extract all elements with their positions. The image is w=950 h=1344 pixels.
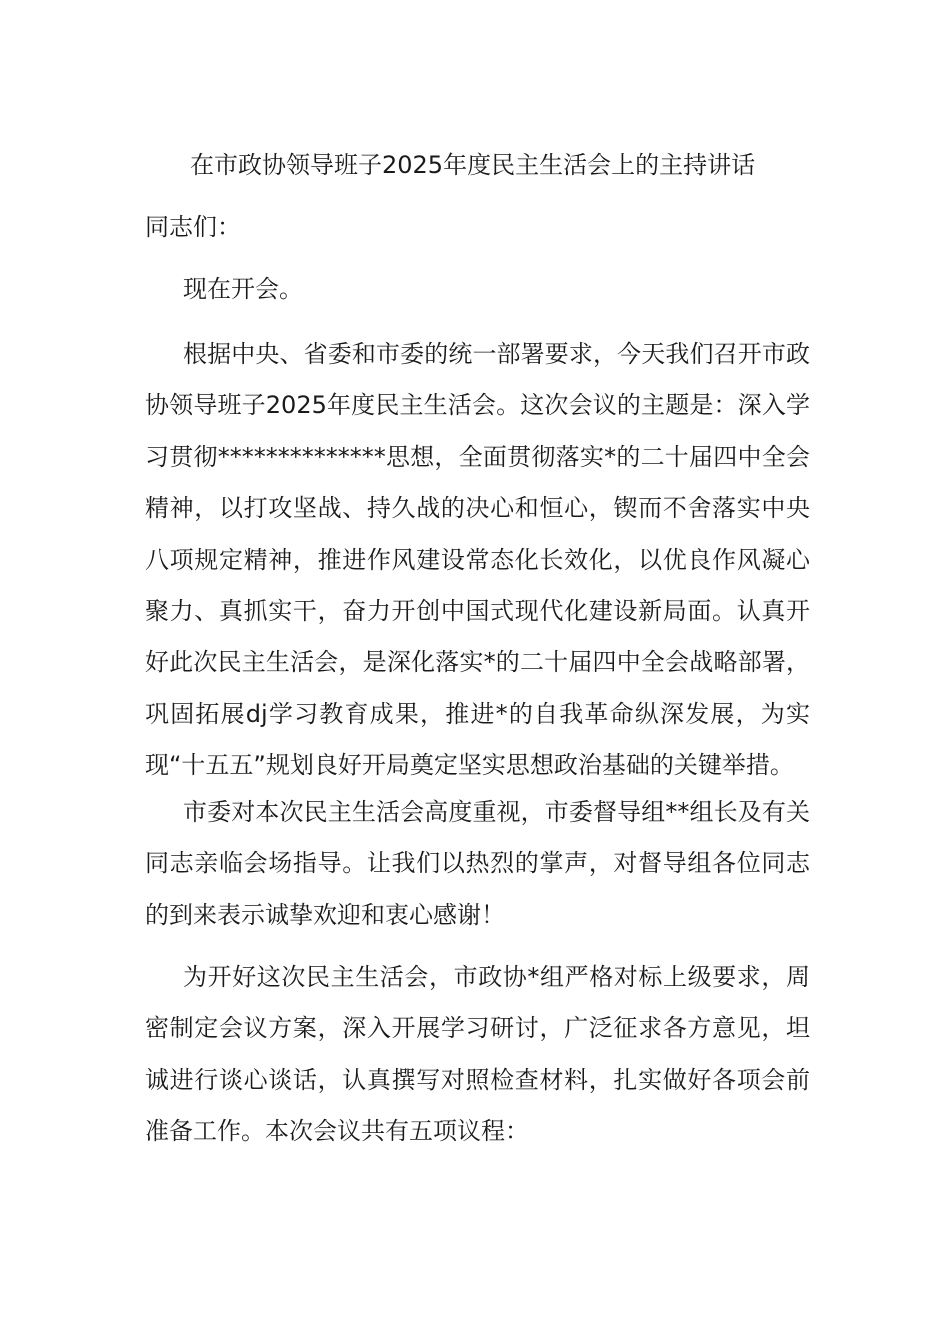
salutation: 同志们：	[145, 213, 241, 241]
paragraph-preparation: 为开好这次民主生活会，市政协*组严格对标上级要求，周密制定会议方案，深入开展学习研讨，广泛征求各方意见，坦诚进行谈心谈话，认真撰写对照检查材料，扎实做好各项会前准备工作。本次会议共有五项议程：	[145, 963, 810, 1146]
document-title: 在市政协领导班子2025年度民主生活会上的主持讲话	[190, 151, 756, 179]
paragraph-meeting-theme: 根据中央、省委和市委的统一部署要求，今天我们召开市政协领导班子2025年度民主生活会。这次会议的主题是：深入学习贯彻**************思想，全面贯彻落实*的二十届四中全会精神，以打攻坚战、持久战的决心和恒心，锲而不舍落实中央八项规定精神，推进作风建设常态化长效化，以优良作风凝心聚力、真抓实干，奋力开创中国式现代化建设新局面。认真开好此次民主生活会，是深化落实*的二十届四中全会战略部署，巩固拓展dj学习教育成果，推进*的自我革命纵深发展，为实现“十五五”规划良好开局奠定坚实思想政治基础的关键举措。	[145, 340, 810, 780]
paragraph-opening: 现在开会。	[183, 275, 303, 303]
paragraph-welcome: 市委对本次民主生活会高度重视，市委督导组**组长及有关同志亲临会场指导。让我们以热烈的掌声，对督导组各位同志的到来表示诚挚欢迎和衷心感谢！	[145, 798, 810, 929]
